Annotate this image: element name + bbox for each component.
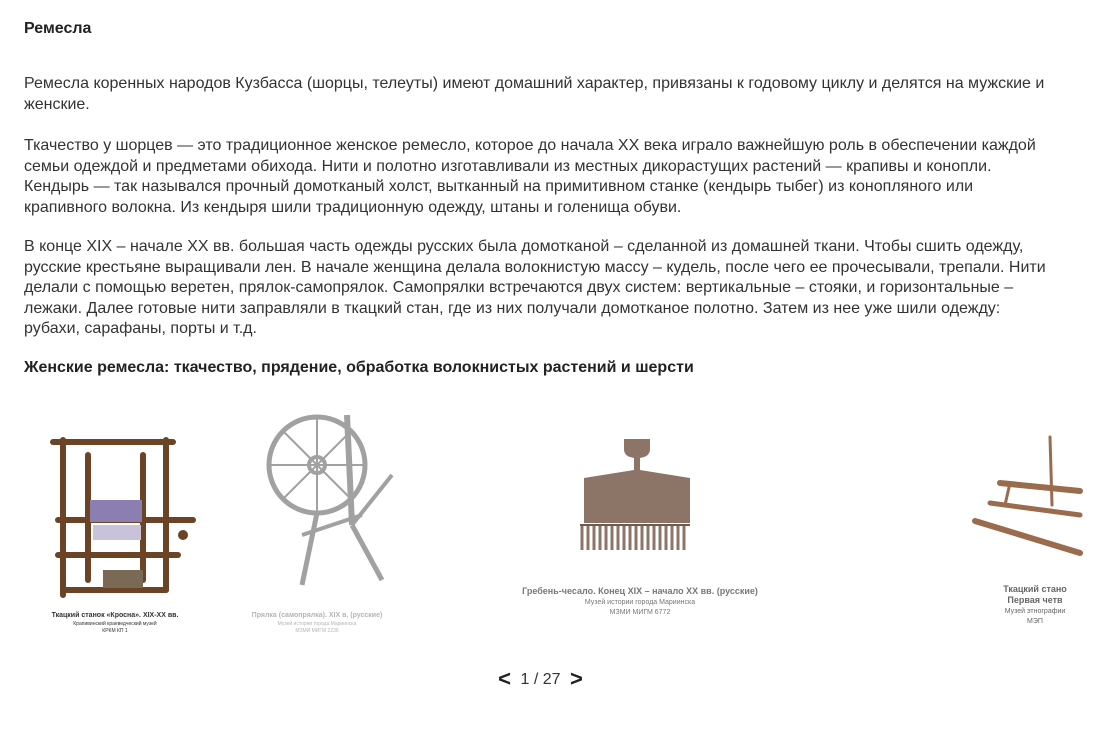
spinning-wheel-icon	[262, 405, 402, 590]
carousel-slide[interactable]	[500, 400, 780, 640]
slide-museum: Музей истории города Мариинска	[277, 621, 357, 627]
carousel-pager	[0, 666, 1081, 692]
slide-counter	[518, 671, 562, 688]
slide-inventory: МЗМИ МИГМ 6772	[609, 609, 671, 616]
slide-inventory: МЭП	[1027, 618, 1043, 625]
carousel-slide[interactable]	[30, 400, 200, 640]
gallery-title: Женские ремесла: ткачество, прядение, обработка волокнистых растений и шерсти	[24, 359, 694, 376]
paragraph-weaving: Ткачество у шорцев — это традиционное женское ремесло, которое до начала XX века играло важнейшую роль в обеспечении каждой семьи одеждой и предметами обихода. Нити и полотно изготавливали из местных дикорастущих растений — крапивы и конопли. Кендырь — так назывался прочный домотканый холст, вытканный на примитивном станке (кендырь тыбег) из конопляного или крапивного волокна. Из кендыря шили традиционную одежду, штаны и голенища обуви.	[24, 137, 1036, 216]
current-slide: 1	[520, 671, 530, 688]
slide-inventory: КРКМ КП 1	[102, 628, 128, 634]
loom-icon	[48, 430, 198, 600]
next-arrow-icon[interactable]: >	[569, 666, 583, 691]
slide-title: Гребень-чесало. Конец XIX – начало XX вв. (русские)	[522, 586, 758, 596]
slide-title: Ткацкий стано	[1003, 584, 1067, 594]
comb-icon	[572, 435, 702, 555]
carousel-slide[interactable]	[232, 400, 402, 640]
slide-title-line2: Первая четв	[1007, 595, 1063, 605]
slide-museum: Музей этнографии	[1004, 608, 1066, 615]
slide-museum: Крапивинский краеведческий музей	[73, 621, 157, 627]
image-carousel[interactable]	[0, 400, 1067, 650]
paragraph-intro: Ремесла коренных народов Кузбасса (шорцы, телеуты) имеют домашний характер, привязаны к годовому циклу и делятся на мужские и женские.	[24, 75, 1045, 113]
paragraph-homespun: В конце XIX – начале XX вв. большая часть одежды русских была домотканой – сделанной из домашней ткани. Чтобы сшить одежду, русские крестьяне выращивали лен. В начале женщина делала волокнистую массу – кудель, после чего ее прочесывали, трепали. Нити делали с помощью веретен, прялок-самопрялок. Самопрялки встречаются двух систем: вертикальные – стояки, и горизонтальные – лежаки. Далее готовые нити заправляли в ткацкий стан, где из них получали домотканое полотно. Затем из нее уже шили одежду: рубахи, сарафаны, порты и т.д.	[24, 238, 1046, 337]
prev-arrow-icon[interactable]: <	[498, 666, 512, 691]
counter-separator: /	[529, 671, 543, 688]
carousel-slide[interactable]	[950, 400, 1120, 640]
section-title: Ремесла	[24, 20, 92, 37]
loom-icon	[970, 435, 1090, 565]
slide-title: Ткацкий станок «Кросна». XIX-XX вв.	[51, 612, 179, 619]
slide-museum: Музей истории города Мариинска	[584, 599, 696, 606]
total-slides: 27	[542, 671, 561, 688]
slide-inventory: МЗМИ МИГМ 2236	[295, 628, 339, 634]
slide-title: Прялка (самопрялка). XIX в. (русские)	[251, 612, 383, 619]
